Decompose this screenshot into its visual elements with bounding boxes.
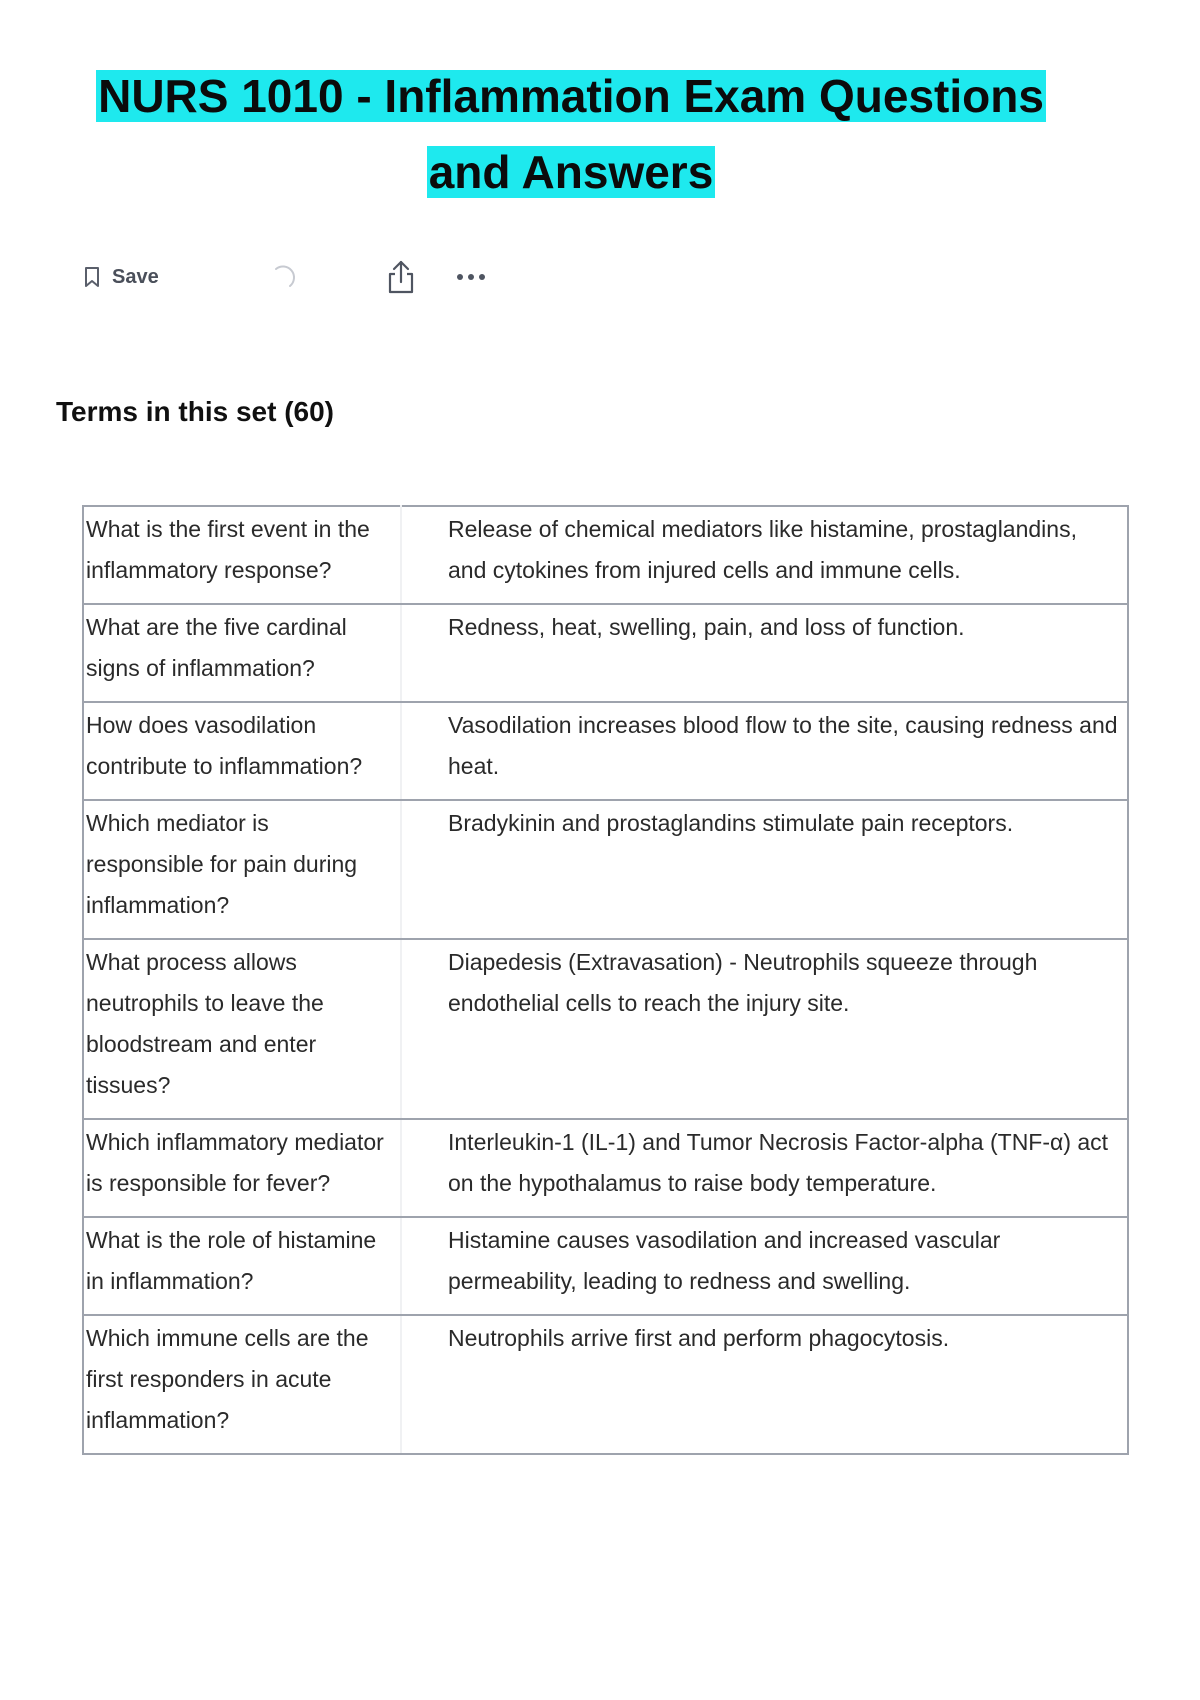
- share-button[interactable]: [386, 262, 416, 292]
- definition-cell: Neutrophils arrive first and perform phagocytosis.: [401, 1315, 1128, 1454]
- more-options-button[interactable]: [456, 262, 486, 292]
- definition-cell: Release of chemical mediators like histamine, prostaglandins, and cytokines from injured cells and immune cells.: [401, 506, 1128, 604]
- page-title: NURS 1010 - Inflammation Exam Questions and Answers: [98, 70, 1044, 198]
- definition-cell: Interleukin-1 (IL-1) and Tumor Necrosis Factor-alpha (TNF-α) act on the hypothalamus to raise body temperature.: [401, 1119, 1128, 1217]
- definition-cell: Bradykinin and prostaglandins stimulate pain receptors.: [401, 800, 1128, 939]
- more-options-icon: [456, 273, 486, 281]
- term-cell: Which immune cells are the first responders in acute inflammation?: [83, 1315, 401, 1454]
- table-row: [83, 1315, 1128, 1454]
- term-cell: What process allows neutrophils to leave the bloodstream and enter tissues?: [83, 939, 401, 1119]
- table-row: [83, 939, 1128, 1119]
- save-label: Save: [112, 265, 159, 288]
- share-icon: [386, 260, 416, 294]
- table-row: [83, 1217, 1128, 1315]
- bookmark-icon: [84, 266, 100, 288]
- toolbar: [84, 262, 504, 292]
- definition-cell: Diapedesis (Extravasation) - Neutrophils squeeze through endothelial cells to reach the injury site.: [401, 939, 1128, 1119]
- term-cell: What is the role of histamine in inflammation?: [83, 1217, 401, 1315]
- term-cell: How does vasodilation contribute to inflammation?: [83, 702, 401, 800]
- table-row: [83, 604, 1128, 702]
- terms-table: [82, 505, 1129, 1455]
- table-row: [83, 506, 1128, 604]
- term-cell: Which mediator is responsible for pain during inflammation?: [83, 800, 401, 939]
- term-cell: What are the five cardinal signs of inflammation?: [83, 604, 401, 702]
- table-row: [83, 702, 1128, 800]
- title-block: [56, 64, 1086, 216]
- definition-cell: Redness, heat, swelling, pain, and loss of function.: [401, 604, 1128, 702]
- term-cell: Which inflammatory mediator is responsible for fever?: [83, 1119, 401, 1217]
- definition-cell: Vasodilation increases blood flow to the site, causing redness and heat.: [401, 702, 1128, 800]
- table-row: [83, 1119, 1128, 1217]
- term-cell: What is the first event in the inflammatory response?: [83, 506, 401, 604]
- loading-spinner-icon: [270, 262, 296, 292]
- definition-cell: Histamine causes vasodilation and increased vascular permeability, leading to redness and swelling.: [401, 1217, 1128, 1315]
- save-button[interactable]: [84, 262, 159, 292]
- set-heading: Terms in this set (60): [56, 396, 335, 427]
- table-row: [83, 800, 1128, 939]
